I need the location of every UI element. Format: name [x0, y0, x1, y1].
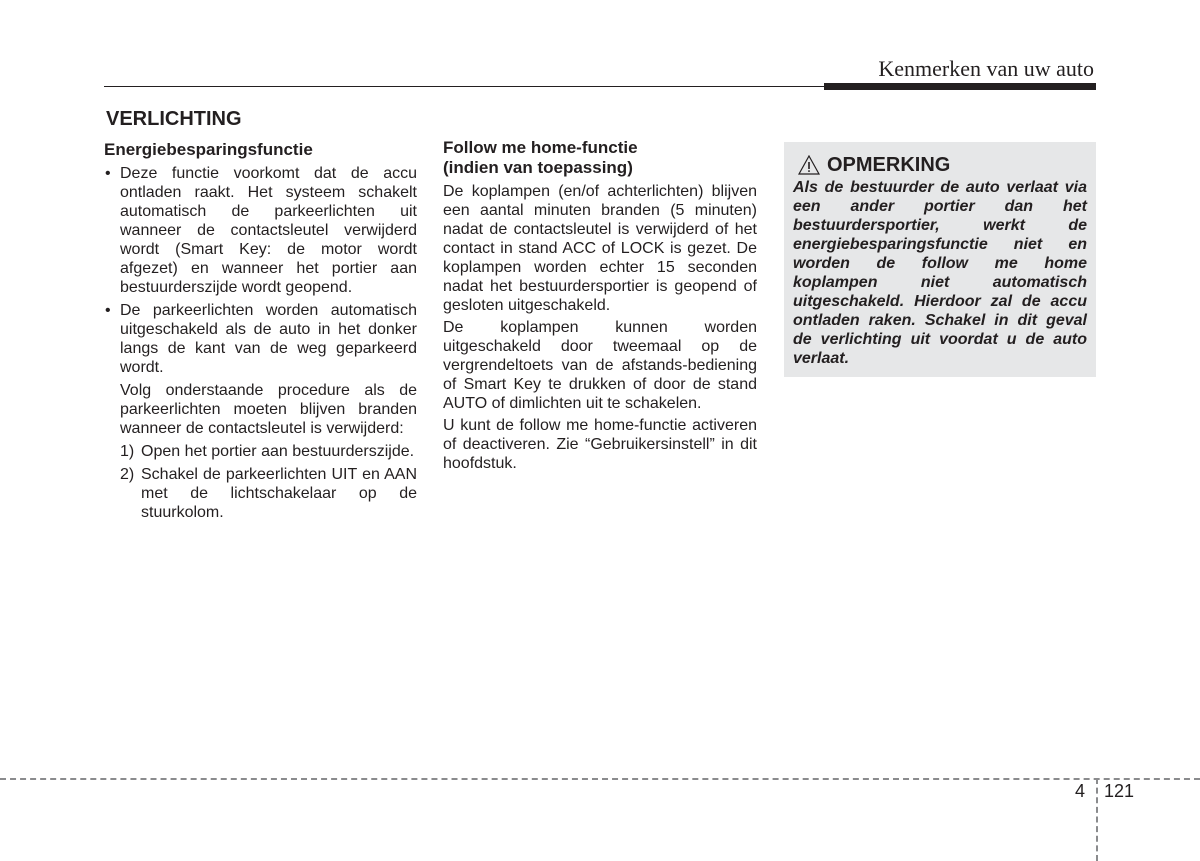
heading-line: (indien van toepassing): [443, 158, 633, 177]
paragraph: U kunt de follow me home-functie activeren of deactiveren. Zie “Gebruikersinstell” in dit hoofdstuk.: [443, 417, 757, 472]
step-number: 2): [120, 466, 135, 483]
bullet-dot: •: [105, 302, 111, 319]
page-number: 121: [1104, 781, 1135, 801]
footer-dashed-divider: [1096, 778, 1098, 861]
heading-line: Follow me home-functie: [443, 138, 638, 157]
energy-saving-heading: Energiebesparingsfunctie: [104, 140, 313, 159]
bullet-item: [104, 301, 417, 377]
chapter-number: 4: [1075, 781, 1086, 801]
procedure-intro: Volg onderstaande procedure als de parkeerlichten moeten blijven branden wanneer de contactsleutel is verwijderd:: [120, 382, 417, 437]
section-title: VERLICHTING: [106, 108, 242, 130]
note-header: [793, 152, 1087, 178]
paragraph: De koplampen (en/of achterlichten) blijven een aantal minuten branden (5 minuten) nadat de contactsleutel is verwijderd of het contact in stand ACC of LOCK is gezet. De koplampen worden echter 15 seconden nadat het bestuurdersportier is geopend of gesloten uitgeschakeld.: [443, 183, 757, 314]
running-header-title: Kenmerken van uw auto: [878, 56, 1094, 81]
footer-dashed-rule: [0, 778, 1200, 780]
bullet-text: De parkeerlichten worden automatisch uitgeschakeld als de auto in het donker langs de kant van de weg geparkeerd wordt.: [120, 302, 417, 376]
bullet-text: Deze functie voorkomt dat de accu ontladen raakt. Het systeem schakelt automatisch de parkeerlichten uit wanneer de contactsleutel verwijderd wordt (Smart Key: de motor wordt afgezet) en wanneer het portier aan bestuurderszijde wordt geopend.: [120, 165, 417, 296]
middle-column: [443, 138, 757, 476]
procedure-step: [104, 465, 417, 522]
header-rule-thick: [824, 83, 1096, 90]
bullet-dot: •: [105, 165, 111, 182]
step-text: Open het portier aan bestuurderszijde.: [141, 443, 415, 460]
paragraph: De koplampen kunnen worden uitgeschakeld door tweemaal op de vergrendeltoets van de afstands-bediening of Smart Key te drukken of door de stand AUTO of dimlichten uit te schakelen.: [443, 319, 757, 412]
note-title: OPMERKING: [827, 153, 951, 176]
bullet-item: [104, 164, 417, 297]
header-rule-thin: [104, 86, 824, 87]
step-text: Schakel de parkeerlichten UIT en AAN met de lichtschakelaar op de stuurkolom.: [141, 466, 417, 521]
note-text: Als de bestuurder de auto verlaat via een ander portier dan het bestuurdersportier, werkt de energiebesparingsfunctie niet en worden de follow me home koplampen niet automatisch uitgeschakeld. Hierdoor zal de accu ontladen raken. Schakel in dit geval de verlichting uit voordat u de auto verlaat.: [793, 179, 1087, 367]
step-number: 1): [120, 443, 135, 460]
warning-triangle-icon: [798, 155, 820, 175]
left-column: [104, 138, 417, 526]
procedure-step: [104, 442, 417, 461]
follow-me-home-heading: [443, 138, 757, 178]
note-box: [784, 142, 1096, 377]
